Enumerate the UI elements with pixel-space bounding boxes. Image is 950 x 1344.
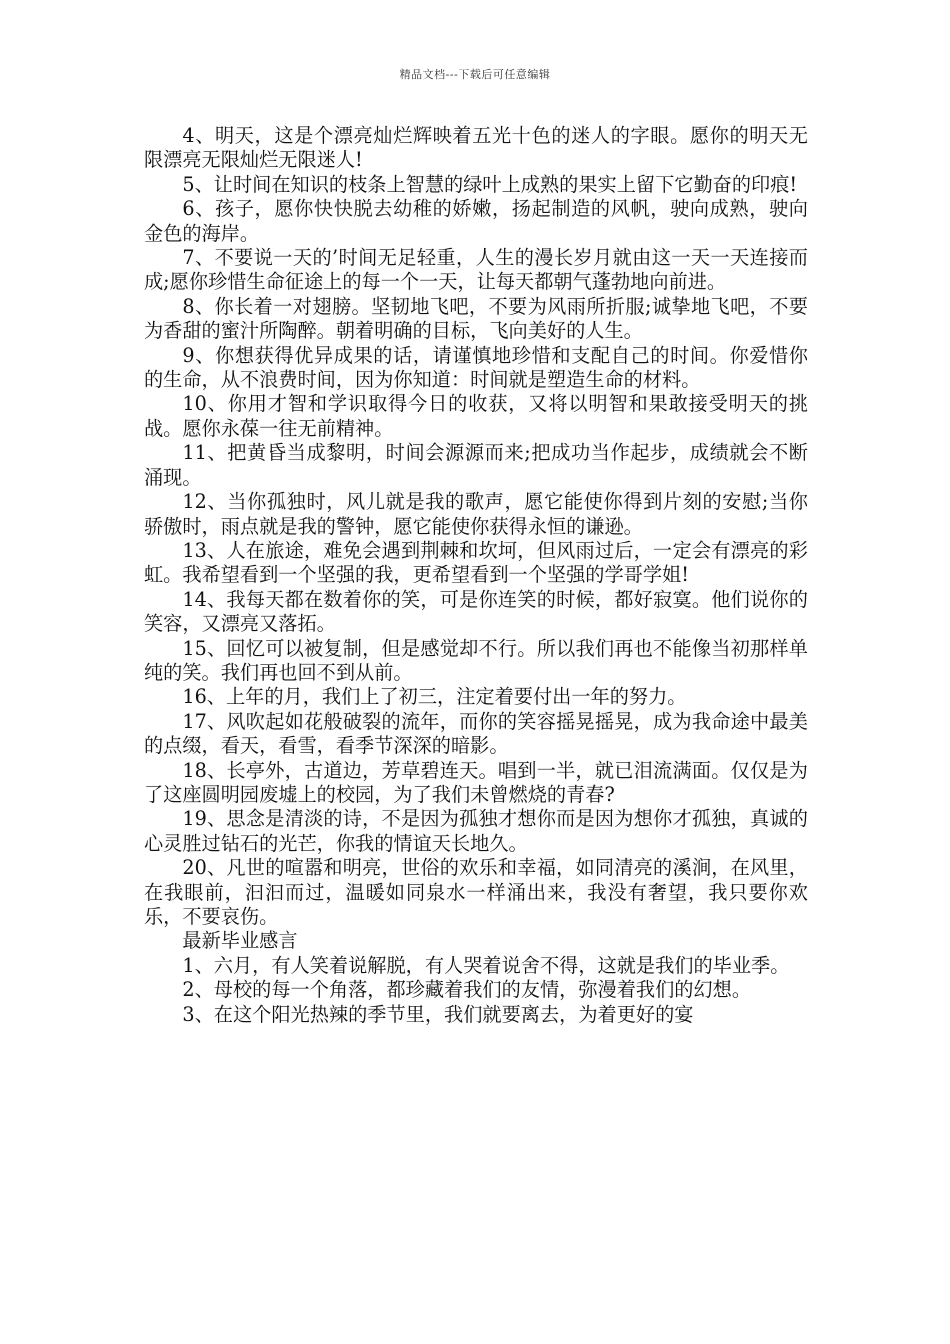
graduation-paragraph-1: 1、六月，有人笑着说解脱，有人哭着说舍不得，这就是我们的毕业季。 — [182, 953, 790, 977]
paragraph-13: 13、人在旅途，难免会遇到荆棘和坎坷，但风雨过后，一定会有漂亮的彩虹。我希望看到一个坚强的我，更希望看到一个坚强的学哥学姐! — [144, 538, 808, 587]
paragraph-14: 14、我每天都在数着你的笑，可是你连笑的时候，都好寂寞。他们说你的笑容，又漂亮又落拓。 — [144, 587, 808, 636]
paragraph-10: 10、你用才智和学识取得今日的收获，又将以明智和果敢接受明天的挑战。愿你永葆一往无前精神。 — [144, 392, 808, 440]
paragraph-18: 18、长亭外，古道边，芳草碧连天。唱到一半，就已泪流满面。仅仅是为了这座圆明园废墟上的校园，为了我们未曾燃烧的青春? — [144, 758, 808, 806]
paragraph-12: 12、当你孤独时，风儿就是我的歌声，愿它能使你得到片刻的安慰;当你骄傲时，雨点就是我的警钟，愿它能使你获得永恒的谦逊。 — [144, 490, 808, 538]
paragraph-4: 4、明天，这是个漂亮灿烂辉映着五光十色的迷人的字眼。愿你的明天无限漂亮无限灿烂无限迷人! — [144, 124, 808, 172]
paragraph-6: 6、孩子，愿你快快脱去幼稚的娇嫩，扬起制造的风帆，驶向成熟，驶向金色的海岸。 — [144, 197, 808, 245]
section-heading: 最新毕业感言 — [182, 929, 298, 953]
paragraph-17: 17、风吹起如花般破裂的流年，而你的笑容摇晃摇晃，成为我命途中最美的点缀，看天，看雪，看季节深深的暗影。 — [144, 709, 808, 758]
paragraph-19: 19、思念是清淡的诗，不是因为孤独才想你而是因为想你才孤独，真诚的心灵胜过钻石的光芒，你我的情谊天长地久。 — [144, 807, 808, 855]
paragraph-5: 5、让时间在知识的枝条上智慧的绿叶上成熟的果实上留下它勤奋的印痕! — [182, 172, 798, 196]
graduation-paragraph-3: 3、在这个阳光热辣的季节里，我们就要离去，为着更好的宴 — [182, 1002, 694, 1026]
page-header: 精品文档---下载后可任意编辑 — [399, 68, 551, 81]
graduation-paragraph-2: 2、母校的每一个角落，都珍藏着我们的友情，弥漫着我们的幻想。 — [182, 978, 752, 1002]
paragraph-7: 7、不要说一天的’时间无足轻重，人生的漫长岁月就由这一天一天连接而成;愿你珍惜生命征途上的每一个一天，让每天都朝气蓬勃地向前进。 — [144, 246, 808, 294]
paragraph-9: 9、你想获得优异成果的话，请谨慎地珍惜和支配自己的时间。你爱惜你的生命，从不浪费时间，因为你知道：时间就是塑造生命的材料。 — [144, 343, 808, 392]
paragraph-11: 11、把黄昏当成黎明，时间会源源而来;把成功当作起步，成绩就会不断涌现。 — [144, 441, 808, 489]
document-body — [144, 124, 808, 1027]
paragraph-15: 15、回忆可以被复制，但是感觉却不行。所以我们再也不能像当初那样单纯的笑。我们再也回不到从前。 — [144, 636, 808, 684]
paragraph-16: 16、上年的月，我们上了初三，注定着要付出一年的努力。 — [182, 685, 687, 709]
paragraph-8: 8、你长着一对翅膀。坚韧地飞吧，不要为风雨所折服;诚挚地飞吧，不要为香甜的蜜汁所陶醉。朝着明确的目标，飞向美好的人生。 — [144, 294, 808, 343]
paragraph-20: 20、凡世的喧嚣和明亮，世俗的欢乐和幸福，如同清亮的溪涧，在风里，在我眼前，汩汩而过，温暖如同泉水一样涌出来，我没有奢望，我只要你欢乐，不要哀伤。 — [144, 856, 808, 928]
